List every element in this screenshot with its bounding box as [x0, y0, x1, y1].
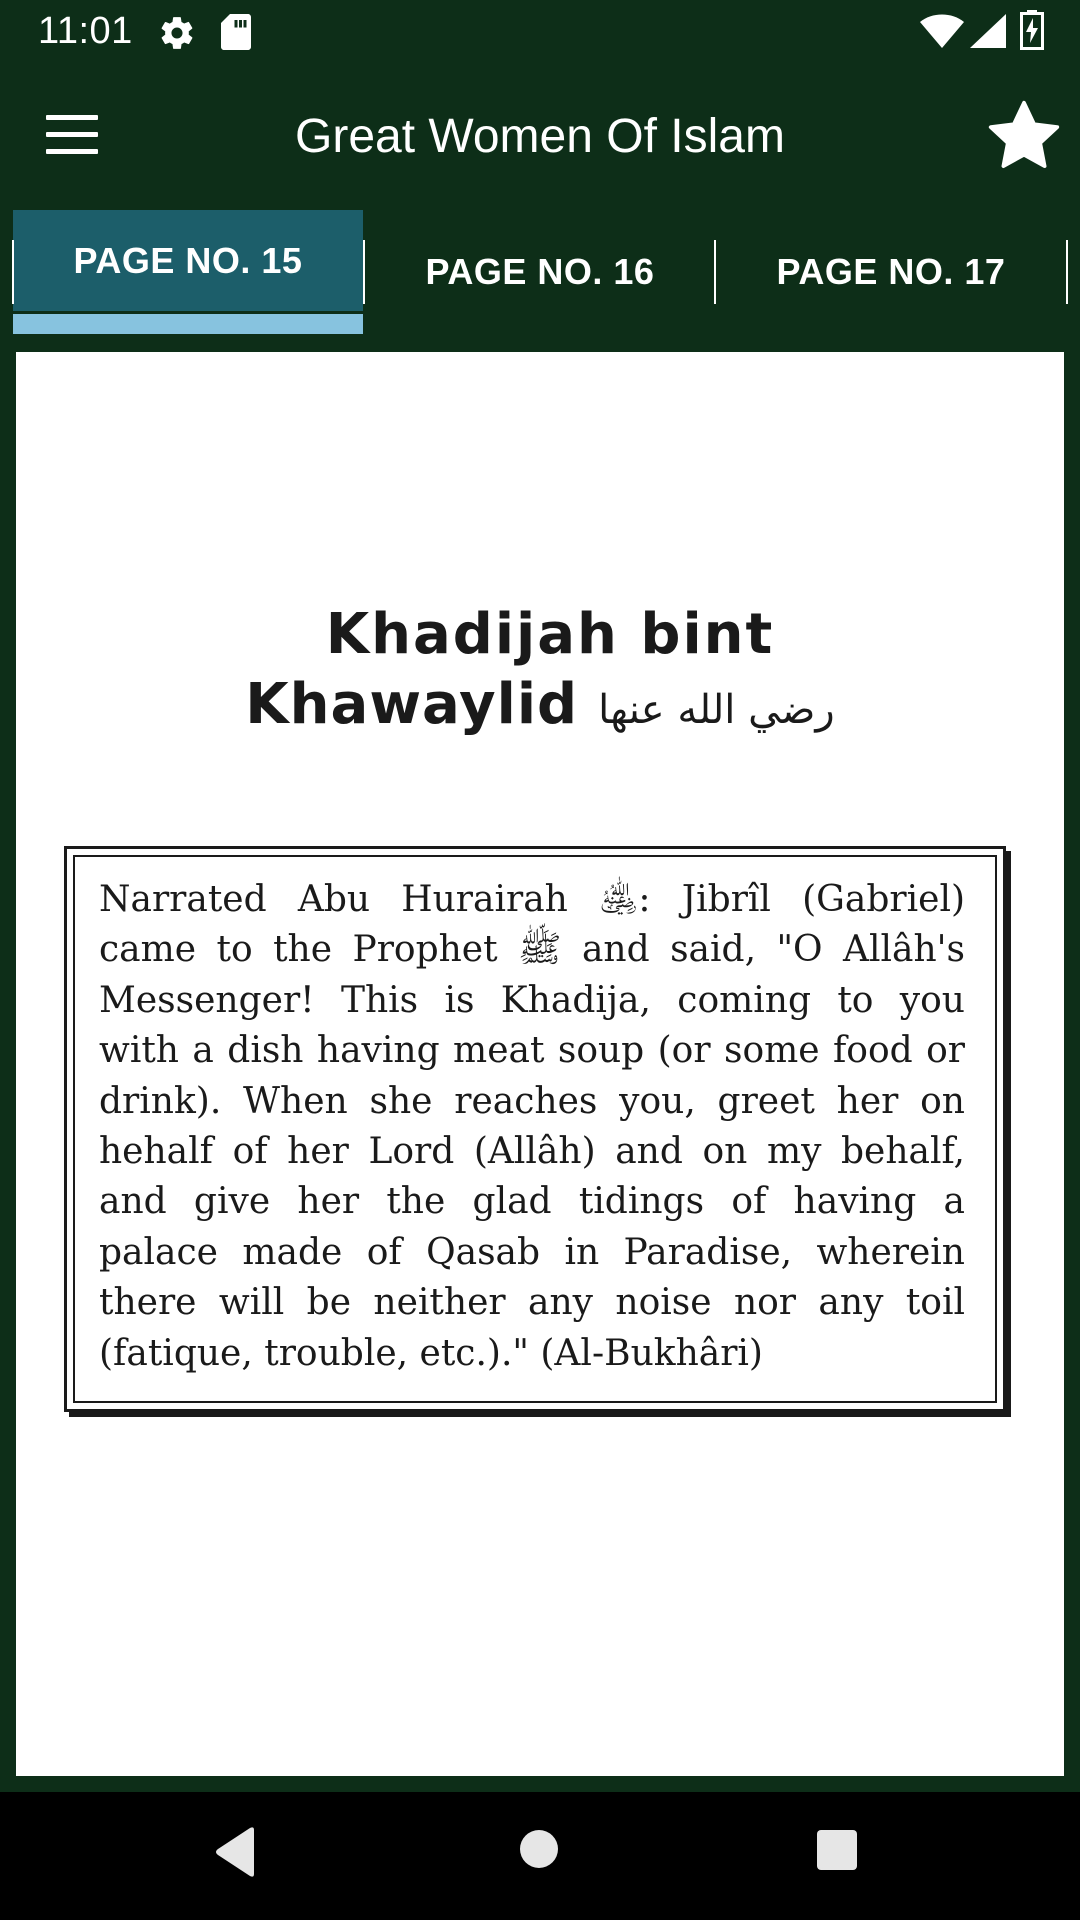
hadith-box [64, 846, 1006, 1412]
app-bar [0, 63, 1080, 209]
tab-label: PAGE NO. 16 [425, 251, 655, 292]
battery-icon [1020, 10, 1044, 50]
heading-line-2 [16, 670, 1064, 745]
tab-page-17[interactable] [716, 209, 1066, 335]
tab-divider [363, 240, 365, 304]
app-title: Great Women Of Islam [295, 110, 785, 163]
sd-card-icon [220, 14, 252, 50]
status-time: 11:01 [38, 10, 133, 52]
star-icon[interactable] [986, 98, 1062, 174]
tab-label: PAGE NO. 17 [776, 251, 1006, 292]
tab-divider [1066, 240, 1068, 304]
tab-label: PAGE NO. 15 [73, 239, 303, 281]
gear-icon [158, 14, 196, 52]
home-icon[interactable] [520, 1830, 558, 1868]
page-image[interactable] [16, 352, 1064, 1776]
page-heading [16, 600, 1064, 745]
heading-line-1: Khadijah bint [325, 602, 775, 667]
tab-page-15[interactable] [13, 210, 363, 311]
active-tab-indicator [13, 314, 363, 334]
system-nav-bar [0, 1792, 1080, 1920]
tab-page-16[interactable] [365, 209, 715, 335]
cell-signal-icon [970, 14, 1006, 48]
back-icon[interactable] [214, 1826, 258, 1878]
heading-name: Khawaylid [245, 672, 579, 737]
status-bar [0, 0, 1080, 63]
heading-arabic: رضي الله عنها [598, 687, 835, 733]
wifi-icon [920, 14, 964, 48]
tab-divider [12, 240, 14, 304]
recents-icon[interactable] [817, 1830, 857, 1870]
hadith-text: Narrated Abu Hurairah ﵁: Jibrîl (Gabriel) came to the Prophet ﷺ and said, "O Allâh's Messenger! This is Khadija, coming to you with a dish having meat soup (or some food or drink). When she reaches you, greet her on hehalf of her Lord (Allâh) and on my behalf, and give her the glad tidings of having a palace made of Qasab in Paradise, wherein there will be neither any noise nor any toil (fatique, trouble, etc.)." (Al-Bukhâri) [99, 879, 965, 1374]
tab-divider [714, 240, 716, 304]
